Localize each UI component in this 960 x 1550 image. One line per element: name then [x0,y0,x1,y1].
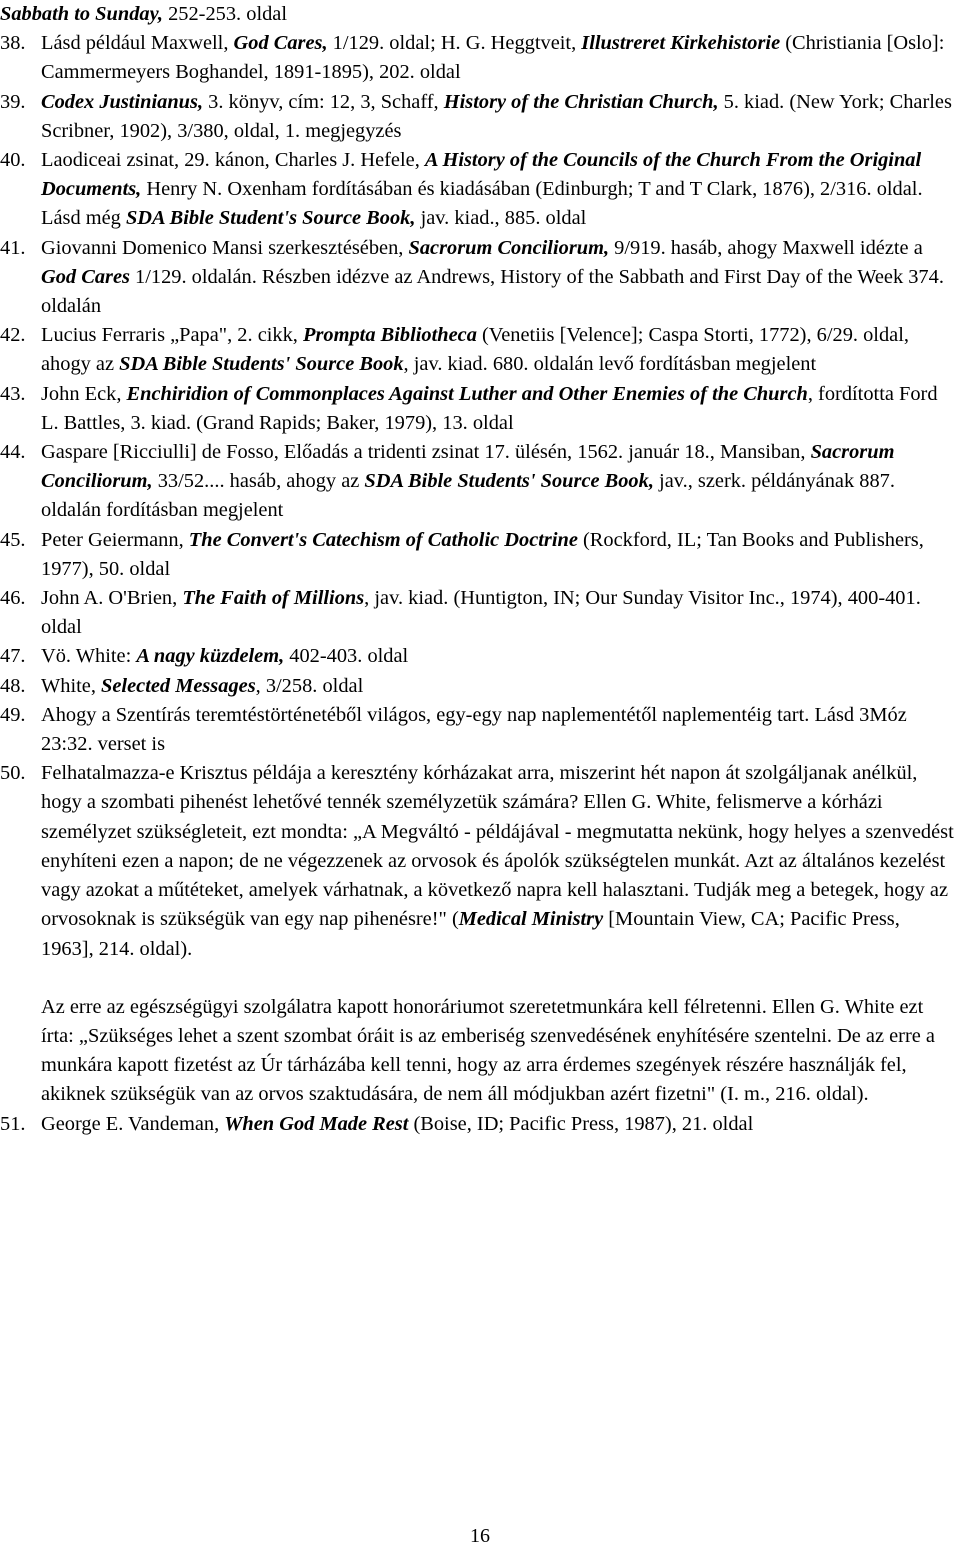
plain-text: Laodiceai zsinat, 29. kánon, Charles J. Hefele, [41,149,425,172]
plain-text: [Mountain View, CA; Pacific Press, 1963], 214. oldal). [41,908,900,960]
plain-text: , 3/258. oldal [255,674,364,697]
title-text: SDA Bible Students' Source Book, [364,470,654,493]
footnote-text [41,1110,956,1139]
footnote-49 [0,701,960,759]
footnote-39 [0,88,960,146]
plain-text: Lásd például Maxwell, [41,32,234,55]
footnote-number: 50. [0,762,26,785]
plain-text: White, [41,674,102,697]
footnote-51 [0,1110,960,1139]
plain-text: (Rockford, IL; Tan Books and Publishers, 1977), 50. oldal [41,528,924,580]
page-number: 16 [470,1525,490,1547]
paragraph-gap [0,964,960,993]
title-text: SDA Bible Student's Source Book, [125,207,416,230]
plain-text: Henry N. Oxenham fordításában és kiadásában (Edinburgh; T and T Clark, 1876), 2/316. oldal. Lásd még [41,178,923,230]
footnote-number: 47. [0,645,26,668]
title-text: God Cares, [233,32,328,55]
title-text: A History of the Councils of the Church From the Original Documents, [41,149,922,201]
title-text: History of the Christian Church, [443,90,719,113]
footnote-text [41,321,956,379]
footnote-text [41,526,956,584]
footnote-46 [0,584,960,642]
plain-text: 402-403. oldal [284,645,409,668]
footnote-number: 51. [0,1112,26,1135]
plain-text: jav. kiad., 885. oldal [415,207,587,230]
footnote-text [41,146,956,234]
plain-text: jav., szerk. példányának 887. oldalán fordításban megjelent [41,470,895,522]
footnotes-list [0,29,960,964]
footnote-48 [0,672,960,701]
plain-text: (Christiania [Oslo]: Cammermeyers Boghandel, 1891-1895), 202. oldal [41,32,945,84]
footnote-continuation [0,0,960,29]
footnote-text [41,88,956,146]
footnote-number: 38. [0,32,26,55]
footnote-45 [0,526,960,584]
footnote-number: 39. [0,90,26,113]
plain-text: George E. Vandeman, [41,1112,225,1135]
footnote-number: 44. [0,441,26,464]
footnote-43 [0,380,960,438]
title-text: Sabbath to Sunday, [0,3,163,25]
title-text: Illustreret Kirkehistorie [581,32,781,55]
footnote-number: 42. [0,324,26,347]
footnote-41 [0,234,960,322]
title-text: Sacrorum Conciliorum, [408,236,610,259]
title-text: Enchiridion of Commonplaces Against Luther and Other Enemies of the Church [126,382,808,405]
title-text: Selected Messages [101,674,256,697]
plain-text: Peter Geiermann, [41,528,189,551]
plain-text: Felhatalmazza-e Krisztus példája a keresztény kórházakat arra, miszerint hét napon át szolgáljanak anélkül, hogy a szombati pihenést lehetővé tennék személyzetük számára? Ellen G. White, felismerve a kórházi személyzet szükségleteit, ezt mondta: „A Megváltó - példájával - megmutatta nekünk, hogy helyes a szenvedést enyhíteni ezen a napon; de ne végezzenek az orvosok és ápolók szükségtelen munkát. Azt az általános kezelést vagy azokat a műtéteket, amelyek várhatnak, a következő napra kell halasztani. Tudják meg a betegek, hogy az orvosoknak is szükségük van egy nap pihenésre!" ( [41,762,954,931]
footnote-number: 46. [0,587,26,610]
title-text: SDA Bible Students' Source Book [119,353,404,376]
plain-text: Ahogy a Szentírás teremtéstörténetéből világos, egy-egy nap naplementétől naplementéig tart. Lásd 3Móz 23:32. verset is [41,703,907,756]
footnote-text [41,701,956,759]
footnote-number: 43. [0,382,26,405]
footnote-50 [0,759,960,963]
footnote-50-paragraph [0,993,960,1110]
plain-text: Gaspare [Ricciulli] de Fosso, Előadás a tridenti zsinat 17. ülésén, 1562. január 18., Mansiban, [41,441,811,464]
footnote-text [41,438,956,526]
title-text: Medical Ministry [458,908,604,931]
footnote-text [41,584,956,642]
footnote-44 [0,438,960,526]
footnote-number: 40. [0,149,26,172]
plain-text: , fordította Ford L. Battles, 3. kiad. (Grand Rapids; Baker, 1979), 13. oldal [41,382,938,434]
footnote-paragraph-text: Az erre az egészségügyi szolgálatra kapott honoráriumot szeretetmunkára kell félretenni. Ellen G. White ezt írta: „Szükséges lehet a szent szombat óráit is az emberiség szenvedésének enyhítésére szentelni. De az erre a munkára kapott fizetést az Úr tárházába kell tenni, hogy az arra érdemes szegények részére használják fel, akiknek szükségük van az orvos szaktudására, de nem áll módjukban azért fizetni" (I. m., 216. oldal). [41,995,935,1106]
plain-text: (Venetiis [Velence]; Caspa Storti, 1772), 6/29. oldal, ahogy az [41,324,909,376]
footnote-text [41,672,956,701]
footnote-number: 49. [0,703,26,726]
plain-text: Vö. White: [41,645,137,668]
footnote-38 [0,29,960,87]
title-text: Sacrorum Conciliorum, [41,441,895,493]
plain-text: 5. kiad. (New York; Charles Scribner, 1902), 3/380, oldal, 1. megjegyzés [41,90,952,142]
footnote-number: 41. [0,236,26,259]
plain-text: John Eck, [41,382,127,405]
footnote-47 [0,642,960,671]
footnote-text [0,0,956,29]
title-text: The Convert's Catechism of Catholic Doctrine [188,528,578,551]
title-text: When God Made Rest [224,1112,409,1135]
footnote-number: 48. [0,674,26,697]
footnote-text [41,759,956,963]
plain-text: Lucius Ferraris „Papa", 2. cikk, [41,324,304,347]
footnotes-list-end [0,1110,960,1139]
footnote-text [41,234,956,322]
footnote-text [41,380,956,438]
footnote-42 [0,321,960,379]
title-text: The Faith of Millions [182,587,365,610]
footnote-number: 45. [0,528,26,551]
footnote-40 [0,146,960,234]
plain-text: 33/52.... hasáb, ahogy az [152,470,365,493]
title-text: Codex Justinianus, [41,90,204,113]
plain-text: 1/129. oldalán. Részben idézve az Andrews, History of the Sabbath and First Day of the Week 374. oldalán [41,265,944,318]
plain-text: John A. O'Brien, [41,587,183,610]
plain-text: , jav. kiad. 680. oldalán levő fordításban megjelent [403,353,817,376]
footnote-text [41,29,956,87]
plain-text: 1/129. oldal; H. G. Heggtveit, [327,32,582,55]
footnote-text [41,642,956,671]
plain-text: , jav. kiad. (Huntigton, IN; Our Sunday Visitor Inc., 1974), 400-401. oldal [41,587,921,639]
title-text: Prompta Bibliotheca [303,324,477,347]
plain-text: 9/919. hasáb, ahogy Maxwell idézte a [609,236,923,259]
plain-text: Giovanni Domenico Mansi szerkesztésében, [41,236,409,259]
title-text: God Cares [41,265,130,288]
plain-text: 252-253. oldal [163,3,288,25]
plain-text: 3. könyv, cím: 12, 3, Schaff, [203,90,444,113]
title-text: A nagy küzdelem, [136,645,285,668]
plain-text: (Boise, ID; Pacific Press, 1987), 21. oldal [408,1112,754,1135]
